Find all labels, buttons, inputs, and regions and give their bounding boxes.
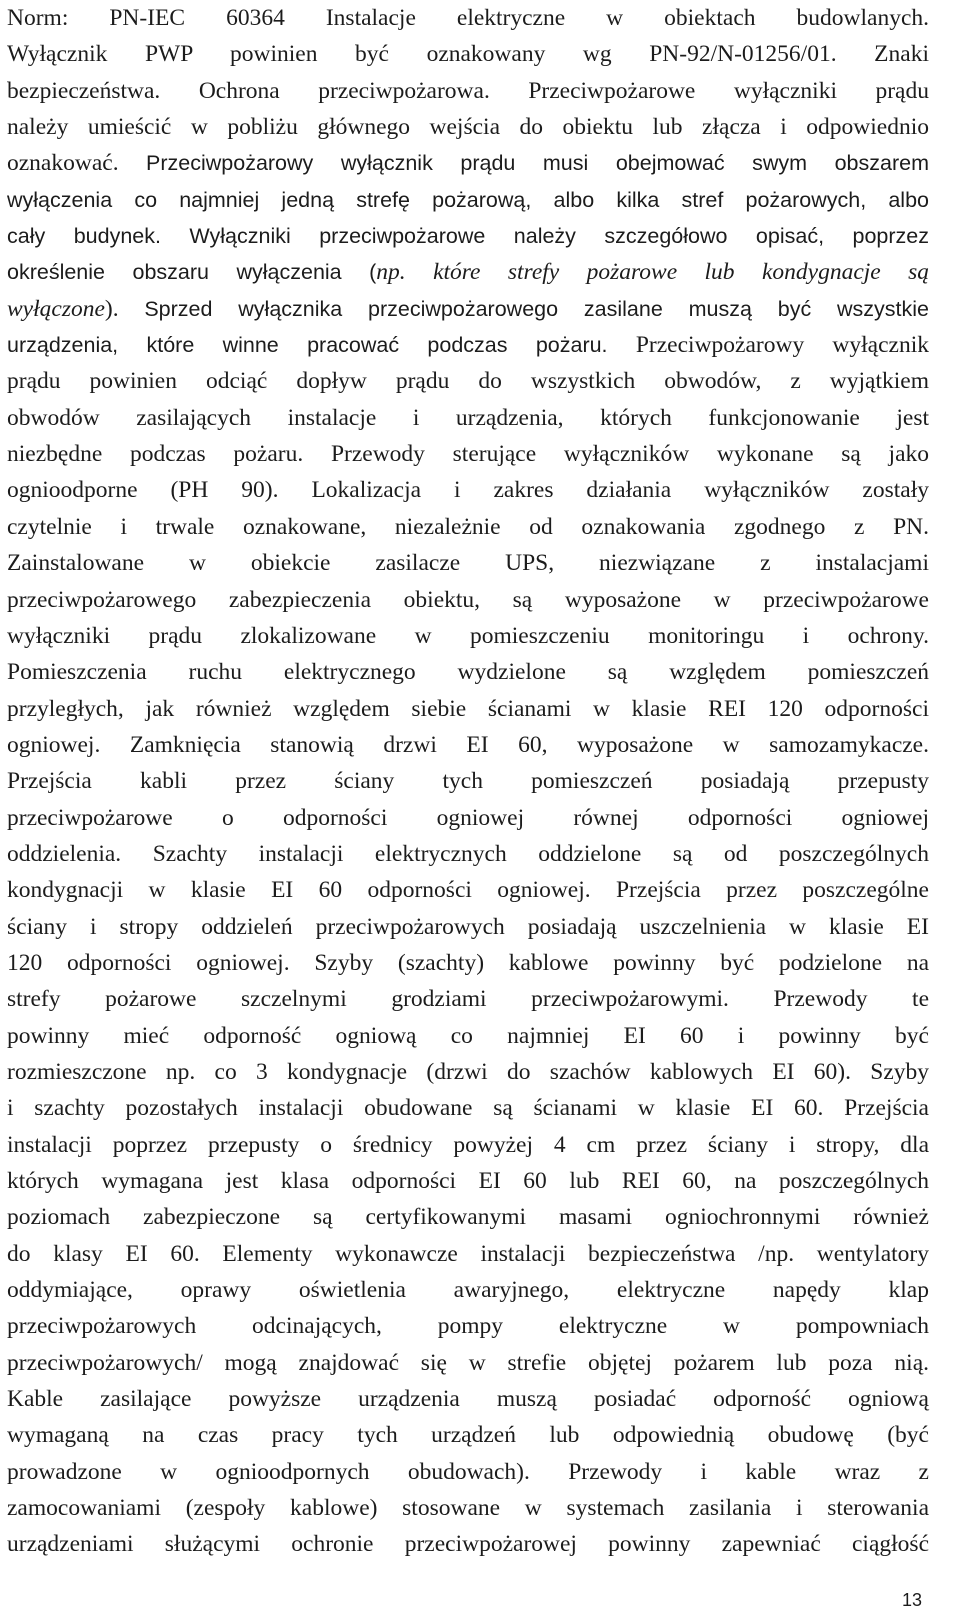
- page-number: 13: [902, 1590, 923, 1610]
- text-segment: przeciwpożarowych/ mogą znajdować się w strefie objętej pożarem lub poza nią.: [7, 1349, 929, 1376]
- text-line: [7, 1090, 929, 1126]
- text-segment: powinny mieć odporność ogniową co najmniej EI 60 i powinny być: [7, 1022, 929, 1049]
- text-line: [7, 1345, 929, 1381]
- text-line: [7, 472, 929, 508]
- text-line: [7, 945, 929, 981]
- text-segment: oddzielenia. Szachty instalacji elektrycznych oddzielone są od poszczególnych: [7, 840, 929, 867]
- text-line: [7, 436, 929, 472]
- text-line: [7, 1381, 929, 1417]
- text-segment: ).: [104, 295, 145, 322]
- text-line: [7, 509, 929, 545]
- text-segment: czytelnie i trwale oznakowane, niezależnie od oznakowania zgodnego z PN.: [7, 513, 929, 540]
- body-text: [7, 0, 929, 1563]
- text-line: [7, 836, 929, 872]
- text-segment: ściany i stropy oddzieleń przeciwpożarowych posiadają uszczelnienia w klasie EI: [7, 913, 929, 940]
- text-line: [7, 545, 929, 581]
- text-line: [7, 1236, 929, 1272]
- text-line: [7, 109, 929, 145]
- text-line: [7, 0, 929, 36]
- text-line: [7, 691, 929, 727]
- text-segment: poziomach zabezpieczone są certyfikowanymi masami ogniochronnymi również: [7, 1204, 929, 1231]
- text-segment: Pomieszczenia ruchu elektrycznego wydzielone są względem pomieszczeń: [7, 659, 929, 686]
- text-line: [7, 909, 929, 945]
- text-line: [7, 400, 929, 436]
- text-segment: zamocowaniami (zespoły kablowe) stosowane w systemach zasilania i sterowania: [7, 1495, 929, 1522]
- text-line: [7, 1490, 929, 1526]
- text-segment: Przejścia kabli przez ściany tych pomieszczeń posiadają przepusty: [7, 768, 929, 795]
- text-segment: instalacji poprzez przepusty o średnicy powyżej 4 cm przez ściany i stropy, dla: [7, 1131, 929, 1158]
- text-line: [7, 327, 929, 363]
- text-segment: urządzeniami służącymi ochronie przeciwpożarowej powinny zapewniać ciągłość: [7, 1531, 929, 1558]
- text-line: [7, 618, 929, 654]
- text-segment: niezbędne podczas pożaru. Przewody sterujące wyłączników wykonane są jako: [7, 441, 929, 468]
- text-line: [7, 800, 929, 836]
- text-segment: których wymagana jest klasa odporności EI 60 lub REI 60, na poszczególnych: [7, 1168, 929, 1194]
- text-line: [7, 763, 929, 799]
- text-segment: Sprzed wyłącznika przeciwpożarowego zasilane muszą być wszystkie: [144, 296, 930, 321]
- text-segment: rozmieszczone np. co 3 kondygnacje (drzwi do szachów kablowych EI 60). Szyby: [7, 1058, 929, 1085]
- text-segment: przeciwpożarowe o odporności ogniowej równej odporności ogniowej: [7, 804, 929, 831]
- text-segment: należy umieścić w pobliżu głównego wejścia do obiektu lub złącza i odpowiednio: [7, 114, 929, 141]
- text-line: [7, 1417, 929, 1453]
- text-line: [7, 1272, 929, 1308]
- text-line: [7, 73, 929, 109]
- text-segment: wyłączenia co najmniej jedną strefę pożarową, albo kilka stref pożarowych, albo: [7, 187, 929, 212]
- text-line: [7, 1163, 929, 1199]
- text-line: [7, 727, 929, 763]
- text-segment: Przeciwpożarowy wyłącznik: [635, 332, 929, 359]
- text-segment: wyłączniki prądu zlokalizowane w pomieszczeniu monitoringu i ochrony.: [7, 622, 929, 649]
- text-line: [7, 981, 929, 1017]
- text-segment: prądu powinien odciąć dopływ prądu do wszystkich obwodów, z wyjątkiem: [7, 368, 929, 395]
- text-segment: strefy pożarowe szczelnymi grodziami przeciwpożarowymi. Przewody te: [7, 986, 929, 1013]
- text-segment: 120 odporności ogniowej. Szyby (szachty) kablowe powinny być podzielone na: [7, 949, 929, 976]
- text-line: [7, 291, 929, 327]
- text-segment: określenie obszaru wyłączenia (: [7, 260, 377, 285]
- text-segment: przeciwpożarowego zabezpieczenia obiektu, są wyposażone w przeciwpożarowe: [7, 586, 929, 613]
- text-segment: Zainstalowane w obiekcie zasilacze UPS, niezwiązane z instalacjami: [7, 550, 929, 577]
- text-segment: wymaganą na czas pracy tych urządzeń lub odpowiednią obudowę (być: [7, 1422, 929, 1449]
- text-line: [7, 254, 929, 290]
- text-line: [7, 363, 929, 399]
- text-segment: np. które strefy pożarowe lub kondygnacje są: [376, 259, 929, 286]
- text-line: [7, 872, 929, 908]
- text-segment: oddymiające, oprawy oświetlenia awaryjnego, elektryczne napędy klap: [7, 1277, 929, 1304]
- text-line: [7, 1308, 929, 1344]
- text-segment: przeciwpożarowych odcinających, pompy elektryczne w pompowniach: [7, 1313, 929, 1340]
- text-segment: urządzenia, które winne pracować podczas pożaru.: [7, 333, 636, 358]
- text-line: [7, 145, 929, 181]
- text-segment: oznakować.: [7, 150, 147, 177]
- text-segment: prowadzone w ognioodpornych obudowach). Przewody i kable wraz z: [7, 1458, 929, 1485]
- text-line: [7, 1127, 929, 1163]
- text-line: [7, 182, 929, 218]
- text-segment: Wyłącznik PWP powinien być oznakowany wg PN-92/N-01256/01. Znaki: [7, 41, 929, 68]
- text-line: [7, 218, 929, 254]
- text-segment: ognioodporne (PH 90). Lokalizacja i zakres działania wyłączników zostały: [7, 477, 929, 504]
- text-segment: ogniowej. Zamknięcia stanowią drzwi EI 60, wyposażone w samozamykacze.: [7, 731, 929, 758]
- text-segment: Kable zasilające powyższe urządzenia muszą posiadać odporność ogniową: [7, 1386, 929, 1413]
- text-segment: do klasy EI 60. Elementy wykonawcze instalacji bezpieczeństwa /np. wentylatory: [7, 1240, 929, 1267]
- text-segment: bezpieczeństwa. Ochrona przeciwpożarowa. Przeciwpożarowe wyłączniki prądu: [7, 77, 929, 104]
- text-line: [7, 1454, 929, 1490]
- text-line: [7, 1018, 929, 1054]
- text-line: [7, 582, 929, 618]
- text-line: [7, 1526, 929, 1562]
- text-segment: wyłączone: [7, 295, 105, 322]
- text-segment: przyległych, jak również względem siebie ścianami w klasie REI 120 odporności: [7, 695, 929, 722]
- text-line: [7, 1054, 929, 1090]
- text-line: [7, 654, 929, 690]
- text-segment: obwodów zasilających instalacje i urządzenia, których funkcjonowanie jest: [7, 404, 929, 431]
- text-segment: Norm: PN-IEC 60364 Instalacje elektryczne w obiektach budowlanych.: [7, 5, 929, 31]
- text-segment: cały budynek. Wyłączniki przeciwpożarowe należy szczegółowo opisać, poprzez: [7, 224, 929, 249]
- text-line: [7, 36, 929, 72]
- text-segment: i szachty pozostałych instalacji obudowane są ścianami w klasie EI 60. Przejścia: [7, 1095, 929, 1122]
- text-line: [7, 1199, 929, 1235]
- text-segment: kondygnacji w klasie EI 60 odporności ogniowej. Przejścia przez poszczególne: [7, 877, 929, 904]
- text-segment: Przeciwpożarowy wyłącznik prądu musi obejmować swym obszarem: [146, 151, 929, 176]
